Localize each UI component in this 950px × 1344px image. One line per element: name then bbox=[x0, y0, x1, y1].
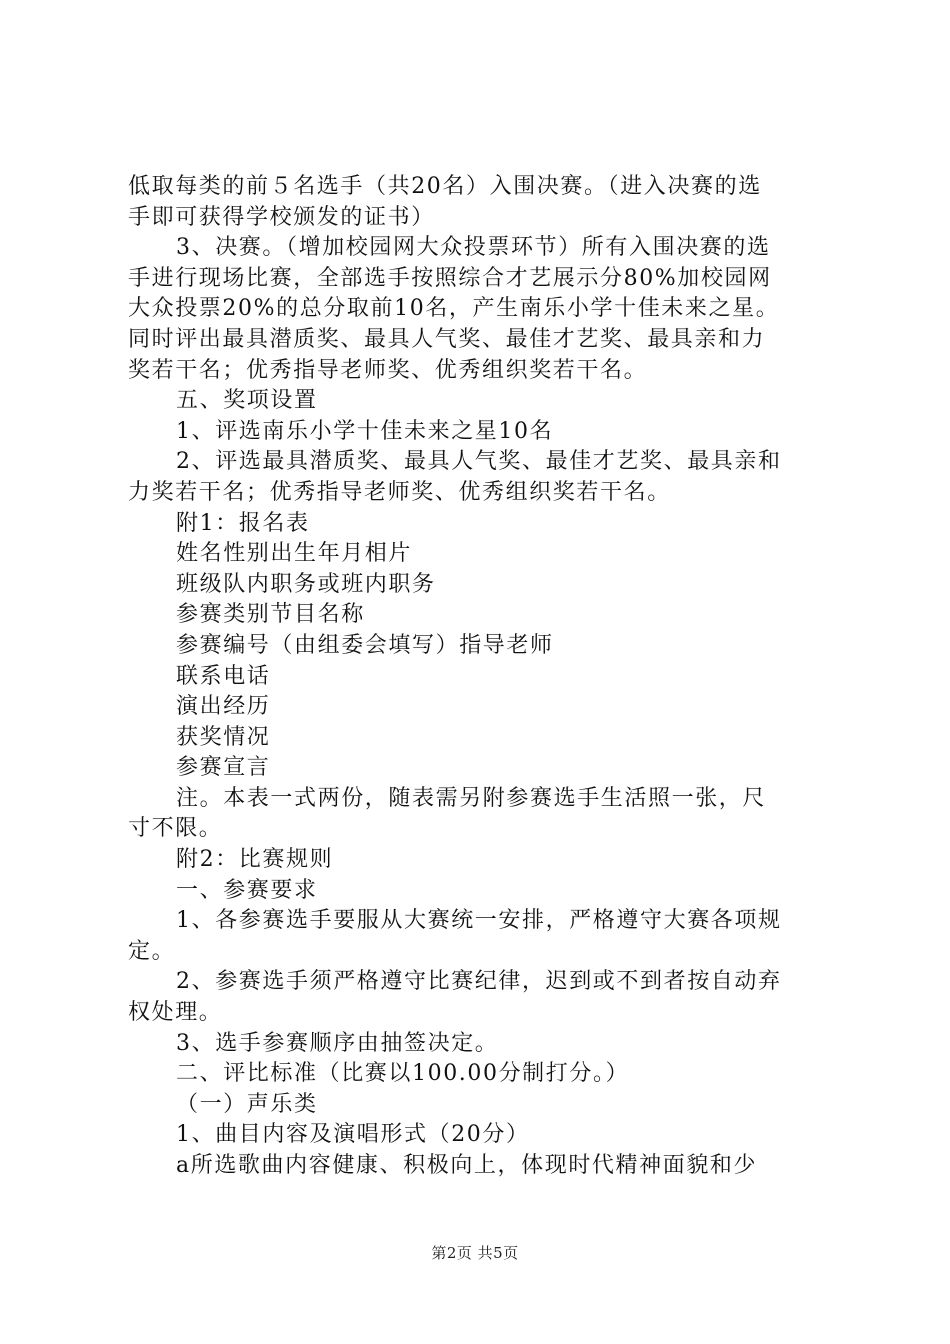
text-line: 1、评选南乐小学十佳未来之星10名 bbox=[176, 418, 554, 444]
text-line: 1、各参赛选手要服从大赛统一安排，严格遵守大赛各项规 bbox=[176, 908, 782, 934]
text-line: 参赛编号（由组委会填写）指导老师 bbox=[176, 632, 554, 658]
text-line: 奖若干名；优秀指导老师奖、优秀组织奖若干名。 bbox=[128, 357, 648, 383]
page-number-footer: 第2页 共5页 bbox=[431, 1244, 519, 1262]
text-line: 演出经历 bbox=[176, 694, 271, 720]
text-line: 手进行现场比赛，全部选手按照综合才艺展示分80%加校园网 bbox=[128, 265, 772, 291]
text-line: 低取每类的前５名选手（共20名）入围决赛。（进入决赛的选 bbox=[128, 174, 762, 199]
text-line: 寸不限。 bbox=[128, 816, 223, 842]
text-line: 2、评选最具潜质奖、最具人气奖、最佳才艺奖、最具亲和 bbox=[176, 449, 782, 475]
text-line: 班级队内职务或班内职务 bbox=[176, 571, 436, 597]
text-line: （一）声乐类 bbox=[176, 1091, 318, 1117]
text-line: 2、参赛选手须严格遵守比赛纪律，迟到或不到者按自动弃 bbox=[176, 969, 782, 995]
text-line: 附1：报名表 bbox=[176, 510, 310, 536]
text-line: 附2：比赛规则 bbox=[176, 847, 334, 873]
text-line: 获奖情况 bbox=[176, 724, 271, 750]
text-line: 姓名性别出生年月相片 bbox=[176, 541, 413, 567]
text-line: 1、曲目内容及演唱形式（20分） bbox=[176, 1122, 530, 1148]
text-line: 五、奖项设置 bbox=[176, 388, 318, 414]
text-line: 3、决赛。（增加校园网大众投票环节）所有入围决赛的选 bbox=[176, 235, 771, 261]
text-line: 二、评比标准（比赛以100.00分制打分。） bbox=[176, 1061, 630, 1087]
text-line: 参赛宣言 bbox=[176, 755, 271, 781]
text-line: 同时评出最具潜质奖、最具人气奖、最佳才艺奖、最具亲和力 bbox=[128, 326, 766, 352]
text-line: 定。 bbox=[128, 938, 176, 964]
text-line: 3、选手参赛顺序由抽签决定。 bbox=[176, 1030, 499, 1056]
text-line: 大众投票20%的总分取前10名，产生南乐小学十佳未来之星。 bbox=[128, 296, 780, 322]
document-body bbox=[128, 172, 832, 1182]
text-line: 手即可获得学校颁发的证书） bbox=[128, 204, 435, 230]
text-line: a所选歌曲内容健康、积极向上，体现时代精神面貌和少 bbox=[176, 1153, 758, 1178]
text-line: 注。本表一式两份，随表需另附参赛选手生活照一张，尺 bbox=[176, 785, 767, 811]
text-line: 联系电话 bbox=[176, 663, 271, 689]
text-line: 力奖若干名；优秀指导老师奖、优秀组织奖若干名。 bbox=[128, 479, 671, 505]
text-line: 参赛类别节目名称 bbox=[176, 602, 365, 628]
text-line: 一、参赛要求 bbox=[176, 877, 318, 903]
text-line: 权处理。 bbox=[128, 1000, 223, 1026]
